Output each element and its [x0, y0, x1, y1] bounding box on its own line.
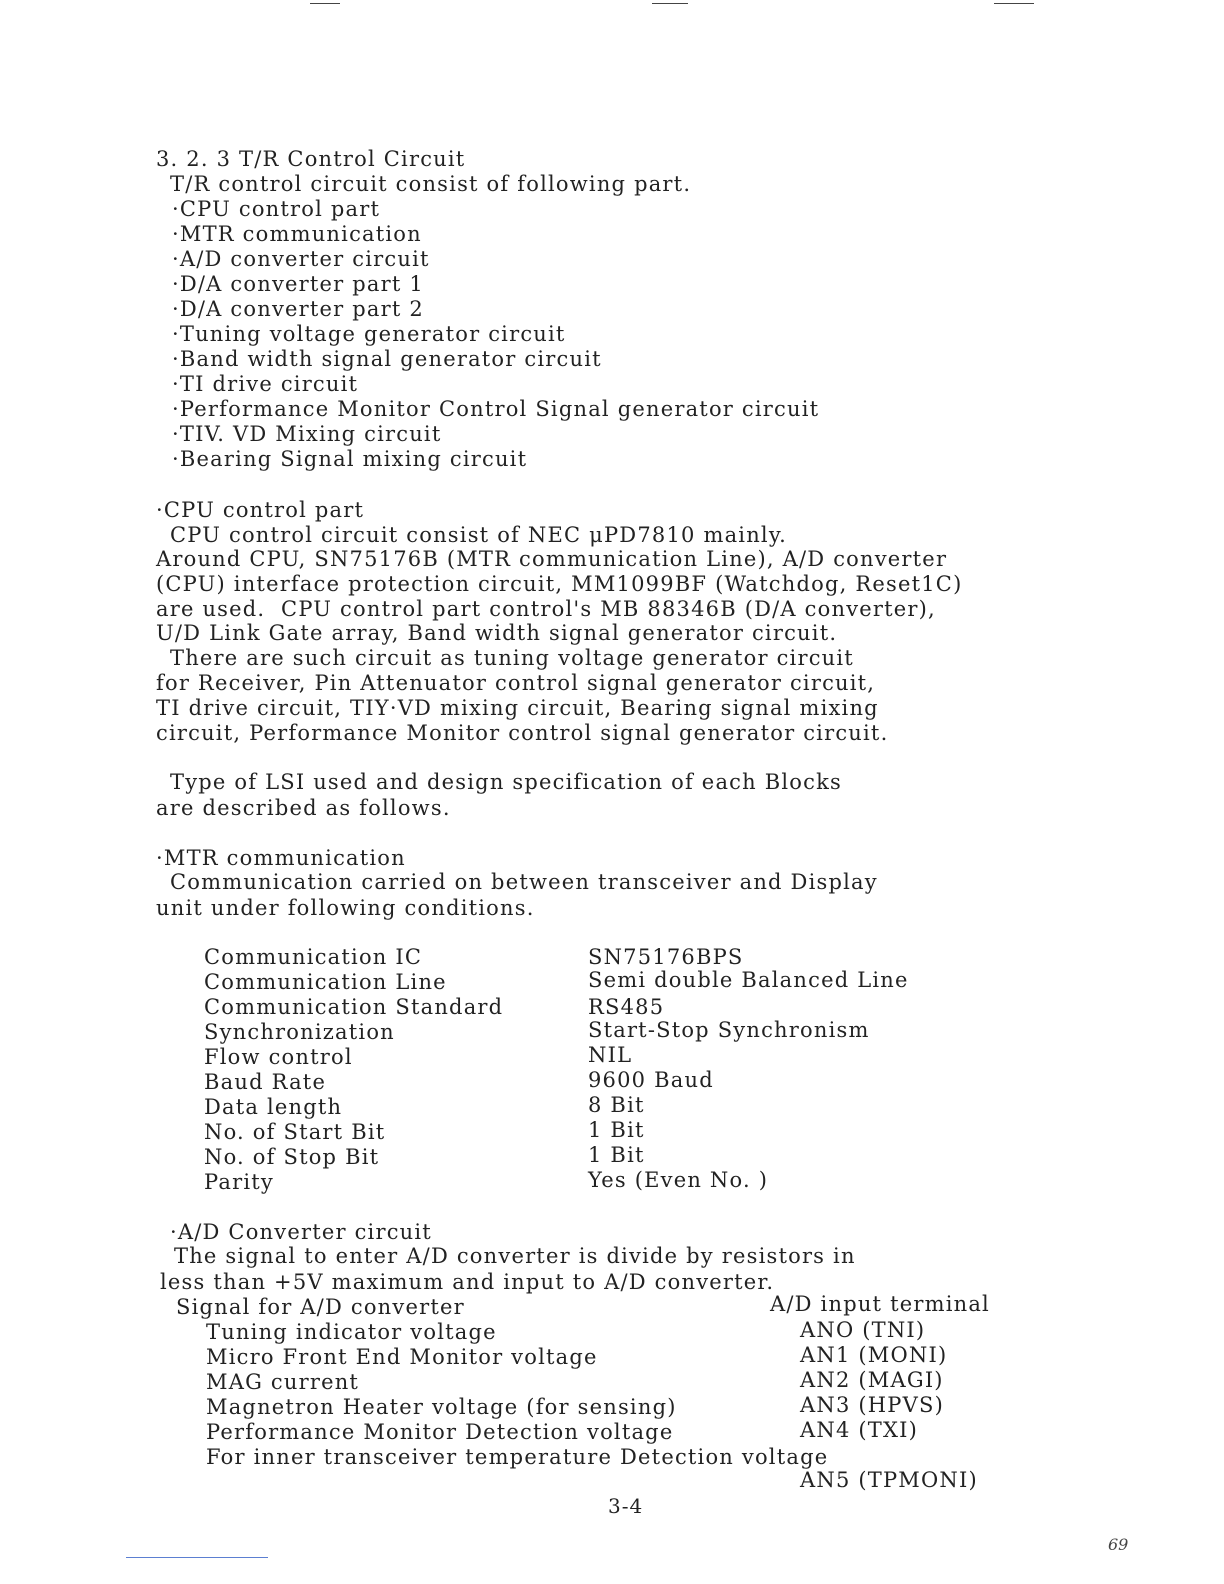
spec-value: 1 Bit: [588, 1143, 645, 1167]
cpu-line: U/D Link Gate array, Band width signal generator circuit.: [156, 621, 838, 645]
spec-key: Communication Line: [204, 970, 447, 994]
part-item: ·Band width signal generator circuit: [172, 347, 602, 371]
ad-signal: MAG current: [206, 1370, 360, 1394]
ad-signal: For inner transceiver temperature Detection voltage: [206, 1445, 829, 1469]
spec-value: RS485: [588, 995, 665, 1019]
cpu-line: circuit, Performance Monitor control signal generator circuit.: [156, 721, 889, 745]
lsi-line: are described as follows.: [156, 796, 451, 820]
spec-value: 1 Bit: [588, 1118, 645, 1142]
cpu-line: Around CPU, SN75176B (MTR communication Line), A/D converter: [156, 547, 948, 571]
ad-signal: Performance Monitor Detection voltage: [206, 1420, 674, 1444]
spec-key: Baud Rate: [204, 1070, 327, 1094]
cpu-heading: ·CPU control part: [156, 498, 365, 522]
corner-handwritten-mark: 69: [1108, 1535, 1129, 1554]
ad-signal: Tuning indicator voltage: [206, 1320, 497, 1344]
cpu-line: There are such circuit as tuning voltage generator circuit: [170, 646, 854, 670]
spec-value: Yes (Even No. ): [588, 1168, 769, 1192]
mtr-line: Communication carried on between transceiver and Display: [170, 870, 878, 894]
lsi-line: Type of LSI used and design specification of each Blocks: [170, 770, 842, 794]
ad-terminal: AN3 (HPVS): [800, 1393, 944, 1417]
ad-terminal: AN2 (MAGI): [800, 1368, 944, 1392]
part-item: ·MTR communication: [172, 222, 422, 246]
ad-terminal: ANO (TNI): [800, 1318, 926, 1342]
spec-key: Parity: [204, 1170, 274, 1194]
mtr-line: unit under following conditions.: [156, 896, 535, 920]
spec-key: Communication Standard: [204, 995, 504, 1019]
footer-rule: [126, 1557, 268, 1558]
scan-mark: [310, 3, 340, 4]
spec-value: Semi double Balanced Line: [588, 968, 909, 992]
cpu-line: are used. CPU control part control's MB 88346B (D/A converter),: [156, 597, 936, 621]
spec-value: Start-Stop Synchronism: [588, 1018, 870, 1042]
cpu-line: TI drive circuit, TIY·VD mixing circuit, Bearing signal mixing: [156, 696, 879, 720]
cpu-line: CPU control circuit consist of NEC μPD7810 mainly.: [170, 523, 788, 547]
section-intro: T/R control circuit consist of following part.: [170, 172, 692, 196]
ad-terminal: AN5 (TPMONI): [800, 1468, 978, 1492]
scan-mark: [994, 3, 1034, 4]
ad-line: The signal to enter A/D converter is divide by resistors in: [174, 1244, 856, 1268]
spec-key: Flow control: [204, 1045, 353, 1069]
mtr-heading: ·MTR communication: [156, 846, 406, 870]
spec-key: Data length: [204, 1095, 343, 1119]
spec-value: SN75176BPS: [588, 945, 744, 969]
part-item: ·D/A converter part 1: [172, 272, 424, 296]
part-item: ·TI drive circuit: [172, 372, 359, 396]
ad-col-header-terminal: A/D input terminal: [770, 1292, 990, 1316]
ad-col-header-signal: Signal for A/D converter: [176, 1295, 465, 1319]
spec-key: Synchronization: [204, 1020, 395, 1044]
ad-terminal: AN1 (MONI): [800, 1343, 948, 1367]
spec-key: No. of Stop Bit: [204, 1145, 380, 1169]
part-item: ·Bearing Signal mixing circuit: [172, 447, 528, 471]
part-item: ·D/A converter part 2: [172, 297, 424, 321]
ad-signal: Micro Front End Monitor voltage: [206, 1345, 598, 1369]
spec-key: No. of Start Bit: [204, 1120, 386, 1144]
part-item: ·CPU control part: [172, 197, 381, 221]
ad-heading: ·A/D Converter circuit: [170, 1220, 432, 1244]
cpu-line: for Receiver, Pin Attenuator control signal generator circuit,: [156, 671, 876, 695]
scan-mark: [652, 3, 688, 4]
spec-value: 8 Bit: [588, 1093, 645, 1117]
part-item: ·Performance Monitor Control Signal generator circuit: [172, 397, 820, 421]
part-item: ·Tuning voltage generator circuit: [172, 322, 566, 346]
spec-key: Communication IC: [204, 945, 423, 969]
part-item: ·TIV. VD Mixing circuit: [172, 422, 442, 446]
cpu-line: (CPU) interface protection circuit, MM1099BF (Watchdog, Reset1C): [156, 572, 963, 596]
section-title: 3. 2. 3 T/R Control Circuit: [156, 147, 466, 171]
spec-value: 9600 Baud: [588, 1068, 714, 1092]
ad-terminal: AN4 (TXI): [800, 1418, 919, 1442]
ad-line: less than +5V maximum and input to A/D converter.: [160, 1270, 775, 1294]
part-item: ·A/D converter circuit: [172, 247, 430, 271]
spec-value: NIL: [588, 1043, 633, 1067]
ad-signal: Magnetron Heater voltage (for sensing): [206, 1395, 677, 1419]
page-number: 3-4: [608, 1494, 644, 1518]
